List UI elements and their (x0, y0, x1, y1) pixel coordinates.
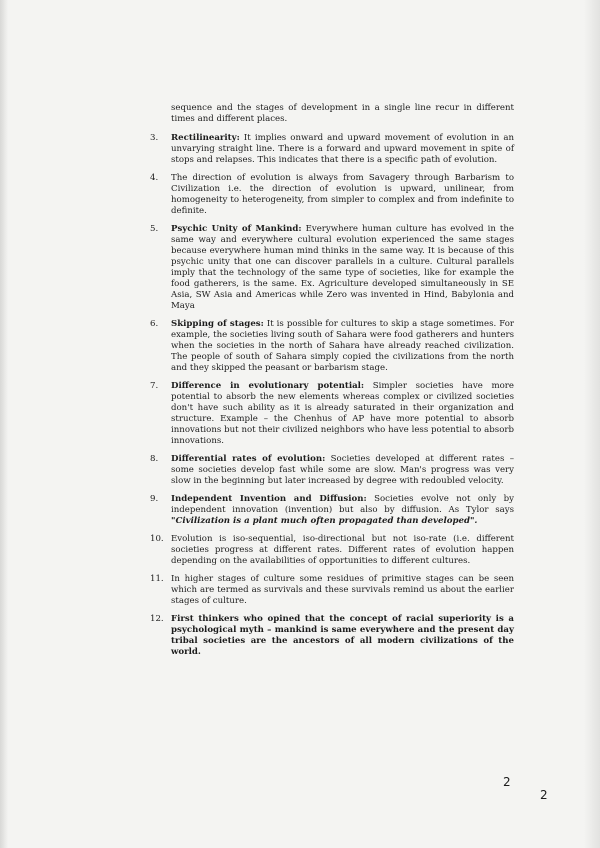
list-item (150, 319, 514, 374)
item-title: Psychic Unity of Mankind: (171, 224, 302, 234)
scan-right-edge (584, 0, 600, 848)
scan-left-edge (0, 0, 8, 848)
item-number: 4. (150, 173, 159, 183)
page-number-outer: 2 (540, 788, 548, 802)
item-text: In higher stages of culture some residues of primitive stages can be seen which are termed as survivals and these survivals remind us about the earlier stages of culture. (171, 574, 514, 606)
item-number: 5. (150, 224, 159, 234)
item-text: Evolution is iso-sequential, iso-directional but not iso-rate (i.e. different societies progress at different rates. Different rates of evolution happen depending on the availabilities of opportunities to different cultures. (171, 534, 514, 566)
page-number-inner: 2 (503, 775, 511, 789)
item-text: First thinkers who opined that the concept of racial superiority is a psychological myth – mankind is same everywhere and the present day tribal societies are the ancestors of all modern civilizations of the world. (171, 614, 514, 657)
item-number: 6. (150, 319, 159, 329)
item-title: Differential rates of evolution: (171, 454, 326, 464)
item-title: Difference in evolutionary potential: (171, 381, 365, 391)
item-number: 7. (150, 381, 159, 391)
list-item (150, 381, 514, 447)
item-number: 11. (150, 574, 164, 584)
item-text: Everywhere human culture has evolved in the same way and everywhere cultural evolution experienced the same stages because everywhere human mind thinks in the same way. It is because of this psychic unity that one can discover parallels in a culture. Cultural parallels imply that the technology of the same type of societies, like for example the food gatherers, is the same. Ex. Agriculture developed simultaneously in SE Asia, SW Asia and Americas while Zero was invented in Hind, Babylonia and Maya (171, 224, 515, 311)
item-number: 3. (150, 133, 159, 143)
item-title: Skipping of stages: (171, 319, 264, 329)
document-body (150, 103, 514, 665)
continuation-paragraph: sequence and the stages of development in a single line recur in different times and different places. (171, 103, 514, 124)
item-number: 9. (150, 494, 159, 504)
list-item (150, 173, 514, 217)
item-text: It implies onward and upward movement of evolution in an unvarying straight line. There is a forward and upward movement in spite of stops and relapses. This indicates that there is a specific path of evolution. (171, 133, 514, 165)
list-item (150, 224, 514, 312)
list-item (150, 454, 514, 487)
item-number: 12. (150, 614, 164, 624)
tylor-quote: "Civilization is a plant much often propagated than developed". (171, 516, 478, 526)
list-item (150, 574, 514, 607)
item-title: Rectilinearity: (171, 133, 240, 143)
item-text: The direction of evolution is always from Savagery through Barbarism to Civilization i.e. the direction of evolution is upward, unilinear, from homogeneity to heterogeneity, from simpler to complex and from indefinite to definite. (171, 173, 514, 216)
item-number: 10. (150, 534, 164, 544)
item-text: Simpler societies have more potential to absorb the new elements whereas complex or civilized societies don't have such ability as it is already saturated in their organization and structure. Example – the Chenhus of AP have more potential to absorb innovations but not their civilized neighbors who have less potential to absorb innovations. (171, 381, 514, 446)
item-text: It is possible for cultures to skip a stage sometimes. For example, the societies living south of Sahara were food gatherers and hunters when the societies in the north of Sahara have already reached civilization. The people of south of Sahara simply copied the civilizations from the north and they skipped the peasant or barbarism stage. (171, 319, 514, 373)
list-item (150, 534, 514, 567)
list-item (150, 133, 514, 166)
item-text: Societies evolve not only by independent innovation (invention) but also by diffusion. As Tylor says (171, 494, 515, 515)
list-item (150, 614, 514, 658)
item-title: Independent Invention and Diffusion: (171, 494, 367, 504)
item-text: Societies developed at different rates – some societies develop fast while some are slow. Man's progress was very slow in the beginning but later increased by degree with redoubled velocity. (171, 454, 515, 486)
list-item (150, 494, 514, 527)
item-number: 8. (150, 454, 159, 464)
